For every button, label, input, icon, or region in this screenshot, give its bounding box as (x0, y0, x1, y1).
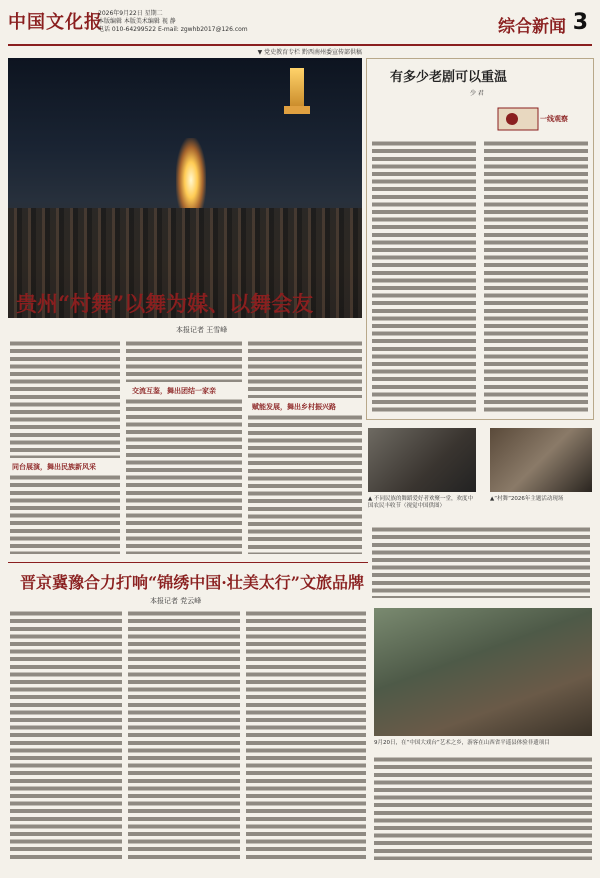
article2-column-2 (484, 140, 588, 412)
article1-column-3b (248, 414, 362, 554)
article1-column-3 (248, 340, 362, 398)
pagoda-base-shape (284, 106, 310, 114)
article1-column-2 (126, 340, 242, 382)
photo3-caption: ▲“村舞”2026年主题活动现场 (490, 496, 564, 502)
article1-subhead-2: 交流互鉴，舞出团结一家亲 (132, 387, 216, 395)
sub-bar: ▼ 党史教育专栏 黔西南州委宣传部供稿 (257, 49, 362, 56)
right-brief-text (372, 526, 590, 598)
pagoda-shape (290, 68, 304, 108)
article3-column-3 (246, 610, 366, 860)
masthead (8, 8, 592, 46)
editor-line: 本版编辑 本版美术编辑 视 静 (98, 18, 176, 25)
article1-subhead-3: 赋能发展，舞出乡村振兴路 (252, 403, 336, 411)
section-title: 综合新闻 (498, 17, 566, 37)
article2-headline: 有多少老剧可以重温 (390, 70, 508, 85)
article3-headline: 晋京冀豫合力打响“锦绣中国·壮美太行”文旅品牌 (20, 573, 364, 592)
article1-column-1 (10, 340, 120, 458)
divider-rule (8, 562, 368, 563)
article3-column-2 (128, 610, 240, 860)
article3-byline: 本报记者 党云峰 (150, 597, 202, 605)
article1-column-2b (126, 398, 242, 554)
masthead-info (98, 10, 248, 34)
page-number: 3 (572, 10, 588, 35)
article1-column-1b (10, 474, 120, 554)
article1-subhead-1: 同台展演，舞出民族新风采 (12, 463, 96, 471)
bonfire-glow (176, 138, 206, 208)
article2-column-1 (372, 140, 476, 412)
contact-line: 电话 010-64299522 E-mail: zgwhb2017@126.com (98, 26, 248, 33)
newspaper-logo: 中国文化报 (8, 12, 103, 33)
event-photo (490, 428, 592, 492)
photo2-caption: ▲ 不同民族的舞蹈爱好者欢聚一堂，欢度中国农民丰收节（视觉中国供图） (368, 496, 473, 509)
dancers-photo (368, 428, 476, 492)
photo4-caption: 9月20日，在“中国大戏台”艺术之乡，游客在山西省平遥县体验非遗项目 (374, 740, 550, 746)
date-line: 2026年9月22日 星期二 (98, 10, 163, 17)
hero-photo (8, 58, 362, 318)
right-bottom-text (374, 756, 592, 860)
article3-column-1 (10, 610, 122, 860)
article1-byline: 本报记者 王雪峰 (176, 326, 228, 334)
article1-headline: 贵州“村舞”以舞为媒、以舞会友 (16, 291, 314, 316)
column-label: 一线观察 (540, 115, 568, 123)
article2-byline: 少 君 (470, 90, 484, 97)
heritage-photo (374, 608, 592, 736)
